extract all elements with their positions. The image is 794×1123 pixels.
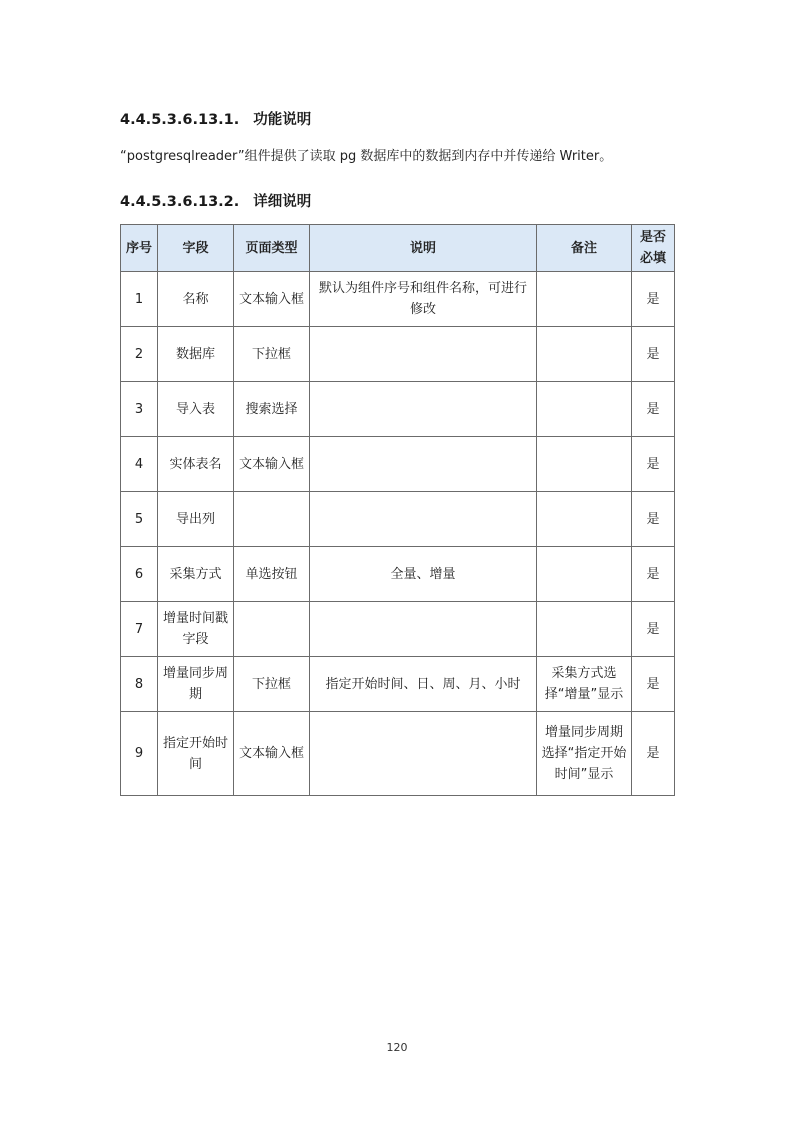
cell-page-type: [234, 492, 310, 547]
cell-field: 采集方式: [158, 547, 234, 602]
table-row: [121, 327, 675, 382]
cell-description: [310, 327, 537, 382]
cell-remark: [537, 382, 632, 437]
cell-remark: [537, 602, 632, 657]
cell-index: 6: [121, 547, 158, 602]
cell-page-type: 搜索选择: [234, 382, 310, 437]
section-number: 4.4.5.3.6.13.1.: [120, 112, 240, 128]
cell-index: 5: [121, 492, 158, 547]
header-required: 是否必填: [632, 225, 675, 272]
cell-field: 指定开始时间: [158, 712, 234, 796]
cell-remark: [537, 437, 632, 492]
header-description: 说明: [310, 225, 537, 272]
table-row: [121, 712, 675, 796]
cell-required: 是: [632, 492, 675, 547]
header-field: 字段: [158, 225, 234, 272]
cell-field: 实体表名: [158, 437, 234, 492]
cell-required: 是: [632, 712, 675, 796]
cell-index: 8: [121, 657, 158, 712]
header-index: 序号: [121, 225, 158, 272]
field-spec-table: [120, 224, 675, 796]
cell-field: 导入表: [158, 382, 234, 437]
cell-page-type: [234, 602, 310, 657]
cell-description: 默认为组件序号和组件名称，可进行修改: [310, 272, 537, 327]
cell-required: 是: [632, 657, 675, 712]
cell-index: 3: [121, 382, 158, 437]
cell-field: 增量同步周期: [158, 657, 234, 712]
cell-description: [310, 712, 537, 796]
table-row: [121, 382, 675, 437]
description-paragraph: “postgresqlreader”组件提供了读取 pg 数据库中的数据到内存中并传递给 Writer。: [120, 149, 613, 164]
table-row: [121, 657, 675, 712]
section-title: 功能说明: [253, 112, 312, 128]
cell-description: 全量、增量: [310, 547, 537, 602]
cell-required: 是: [632, 602, 675, 657]
cell-index: 1: [121, 272, 158, 327]
cell-description: [310, 492, 537, 547]
page-number: 120: [386, 1041, 408, 1054]
cell-index: 4: [121, 437, 158, 492]
header-page-type: 页面类型: [234, 225, 310, 272]
section-heading-detail: [120, 190, 311, 211]
cell-page-type: 文本输入框: [234, 272, 310, 327]
table-row: [121, 437, 675, 492]
section-number: 4.4.5.3.6.13.2.: [120, 194, 240, 210]
cell-required: 是: [632, 382, 675, 437]
cell-description: 指定开始时间、日、周、月、小时: [310, 657, 537, 712]
cell-required: 是: [632, 327, 675, 382]
section-title: 详细说明: [253, 194, 312, 210]
table-row: [121, 547, 675, 602]
cell-field: 导出列: [158, 492, 234, 547]
cell-index: 9: [121, 712, 158, 796]
header-remark: 备注: [537, 225, 632, 272]
cell-remark: [537, 492, 632, 547]
cell-field: 名称: [158, 272, 234, 327]
cell-remark: 采集方式选择“增量”显示: [537, 657, 632, 712]
cell-page-type: 单选按钮: [234, 547, 310, 602]
cell-remark: [537, 272, 632, 327]
cell-page-type: 文本输入框: [234, 437, 310, 492]
cell-page-type: 下拉框: [234, 327, 310, 382]
section-heading-function: [120, 108, 311, 129]
cell-field: 数据库: [158, 327, 234, 382]
table-header-row: [121, 225, 675, 272]
cell-page-type: 下拉框: [234, 657, 310, 712]
cell-index: 7: [121, 602, 158, 657]
table-row: [121, 272, 675, 327]
cell-remark: 增量同步周期选择“指定开始时间”显示: [537, 712, 632, 796]
cell-description: [310, 382, 537, 437]
cell-index: 2: [121, 327, 158, 382]
cell-required: 是: [632, 547, 675, 602]
cell-required: 是: [632, 272, 675, 327]
cell-page-type: 文本输入框: [234, 712, 310, 796]
cell-description: [310, 602, 537, 657]
cell-field: 增量时间戳字段: [158, 602, 234, 657]
cell-remark: [537, 327, 632, 382]
table-row: [121, 492, 675, 547]
cell-remark: [537, 547, 632, 602]
cell-description: [310, 437, 537, 492]
table-row: [121, 602, 675, 657]
cell-required: 是: [632, 437, 675, 492]
